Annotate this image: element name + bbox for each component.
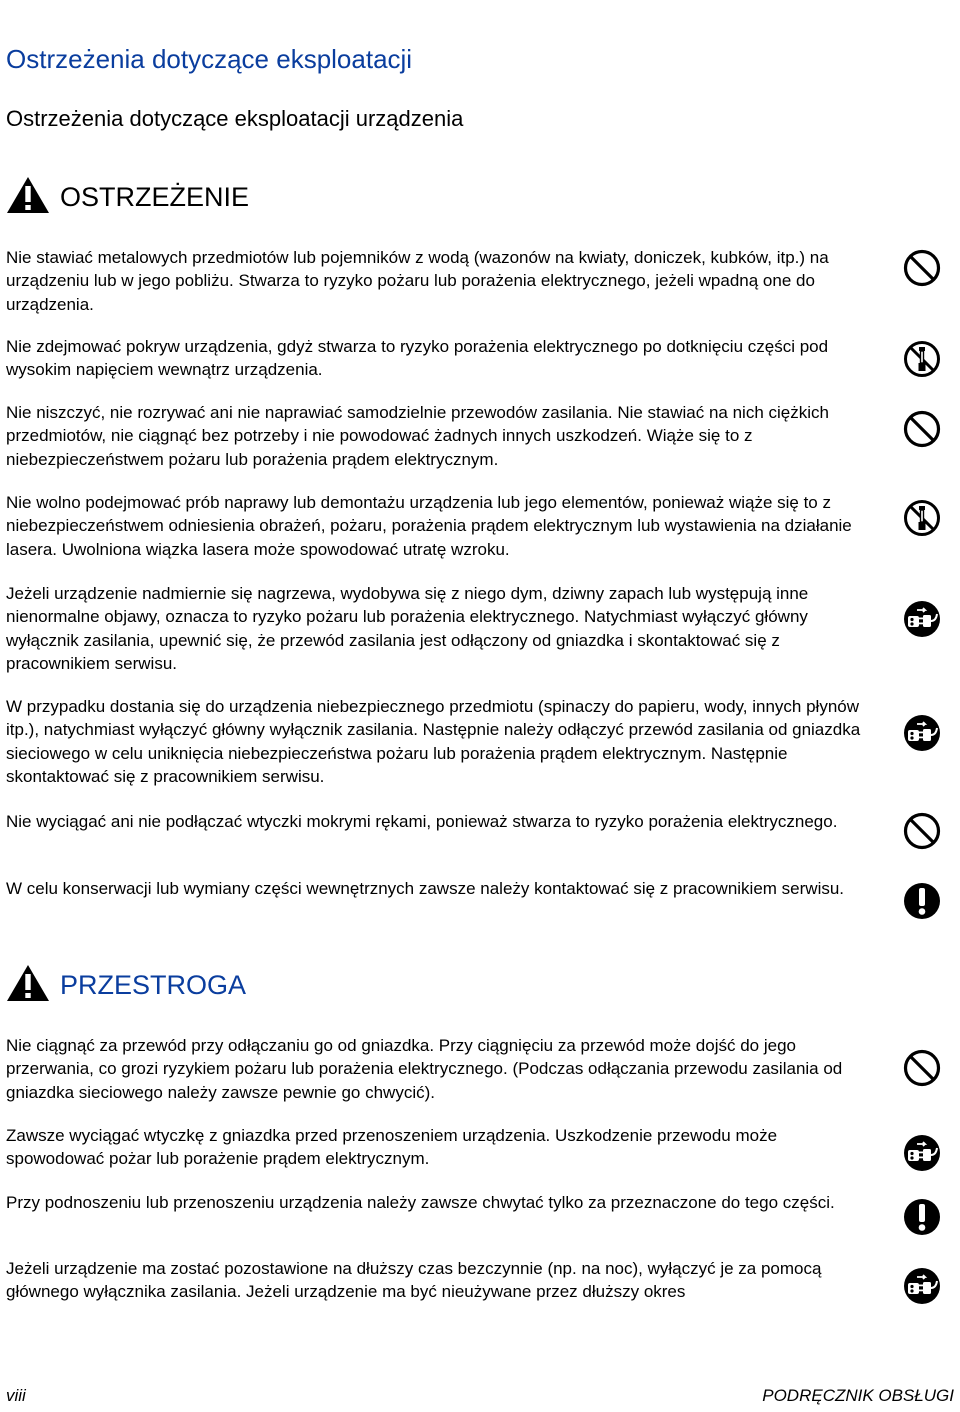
warning-section-title: OSTRZEŻENIE [60, 182, 250, 212]
warning-triangle-icon [6, 176, 50, 214]
page-number: viii [6, 1386, 26, 1405]
warning-paragraph: Nie niszczyć, nie rozrywać ani nie naprawiać samodzielnie przewodów zasilania. Nie stawiać na nich ciężkich przedmiotów, nie ciągnąć bez potrzeby i nie powodować żadnych innych uszkodzeń. Wiąże się to z niebezpieczeństwem pożaru lub porażenia prądem elektrycznym. [6, 403, 829, 469]
caution-paragraph: Przy podnoszeniu lub przenoszeniu urządzenia należy zawsze chwytać tylko za przeznaczone do tego części. [6, 1193, 835, 1212]
unplug-icon [902, 599, 942, 639]
caution-paragraph: Nie ciągnąć za przewód przy odłączaniu go od gniazdka. Przy ciągnięciu za przewód może dojść do jego przerwania, co grozi ryzykiem pożaru lub porażenia elektrycznego. (Podczas odłączania przewodu zasilania od gniazdka sieciowego należy zawsze pewnie go chwycić). [6, 1036, 843, 1102]
warning-paragraph: W przypadku dostania się do urządzenia niebezpiecznego przedmiotu (spinaczy do papieru, wody, innych płynów itp.), natychmiast wyłączyć główny wyłącznik zasilania. Następnie należy odłączyć przewód zasilania od gniazdka sieciowego w celu uniknięcia niebezpieczeństwa pożaru lub porażenia prądem elektrycznym. Następnie skontaktować się z pracownikiem serwisu. [6, 697, 861, 786]
prohibited-icon [902, 811, 942, 851]
prohibited-icon [902, 1048, 942, 1088]
warning-paragraph: W celu konserwacji lub wymiany części wewnętrznych zawsze należy kontaktować się z pracownikiem serwisu. [6, 879, 845, 898]
caution-paragraph: Jeżeli urządzenie ma zostać pozostawione na dłuższy czas bezczynnie (np. na noc), wyłączyć je za pomocą głównego wyłącznika zasilania. Jeżeli urządzenie ma być nieużywane przez dłuższy okres [6, 1259, 822, 1302]
mandatory-action-icon [902, 1197, 942, 1237]
caution-paragraph: Zawsze wyciągać wtyczkę z gniazdka przed przenoszeniem urządzenia. Uszkodzenie przewodu może spowodować pożar lub porażenie prądem elektrycznym. [6, 1126, 778, 1169]
warning-paragraph: Nie zdejmować pokryw urządzenia, gdyż stwarza to ryzyko porażenia elektrycznego po dotknięciu części pod wysokim napięciem wewnątrz urządzenia. [6, 337, 829, 380]
warning-paragraph: Nie wyciągać ani nie podłączać wtyczki mokrymi rękami, ponieważ stwarza to ryzyko porażenia elektrycznego. [6, 812, 838, 831]
mandatory-action-icon [902, 881, 942, 921]
warning-paragraph: Nie wolno podejmować prób naprawy lub demontażu urządzenia lub jego elementów, ponieważ wiąże się to z niebezpieczeństwem odniesienia obrażeń, pożaru, porażenia prądem elektrycznym lub wystawienia na działanie lasera. Uwolniona wiązka lasera może spowodować utratę wzroku. [6, 493, 852, 559]
warning-paragraph: Jeżeli urządzenie nadmiernie się nagrzewa, wydobywa się z niego dym, dziwny zapach lub występują inne nienormalne objawy, oznacza to ryzyko pożaru lub porażenia elektrycznego. Natychmiast wyłączyć główny wyłącznik zasilania, upewnić się, że przewód zasilania jest odłączony od gniazdka i skontaktować się z pracownikiem serwisu. [6, 584, 809, 673]
page-title: Ostrzeżenia dotyczące eksploatacji [6, 44, 413, 74]
caution-section-title: PRZESTROGA [60, 970, 247, 1000]
unplug-icon [902, 1266, 942, 1306]
do-not-disassemble-icon [902, 498, 942, 538]
caution-triangle-icon [6, 964, 50, 1002]
do-not-disassemble-icon [902, 339, 942, 379]
prohibited-icon [902, 248, 942, 288]
page-subtitle: Ostrzeżenia dotyczące eksploatacji urządzenia [6, 106, 464, 131]
prohibited-icon [902, 409, 942, 449]
warning-paragraph: Nie stawiać metalowych przedmiotów lub pojemników z wodą (wazonów na kwiaty, doniczek, kubków, itp.) na urządzeniu lub w jego pobliżu. Stwarza to ryzyko pożaru lub porażenia elektrycznego, jeżeli wpadną one do urządzenia. [6, 248, 829, 314]
unplug-icon [902, 713, 942, 753]
unplug-icon [902, 1133, 942, 1173]
manual-name: PODRĘCZNIK OBSŁUGI [762, 1386, 954, 1405]
